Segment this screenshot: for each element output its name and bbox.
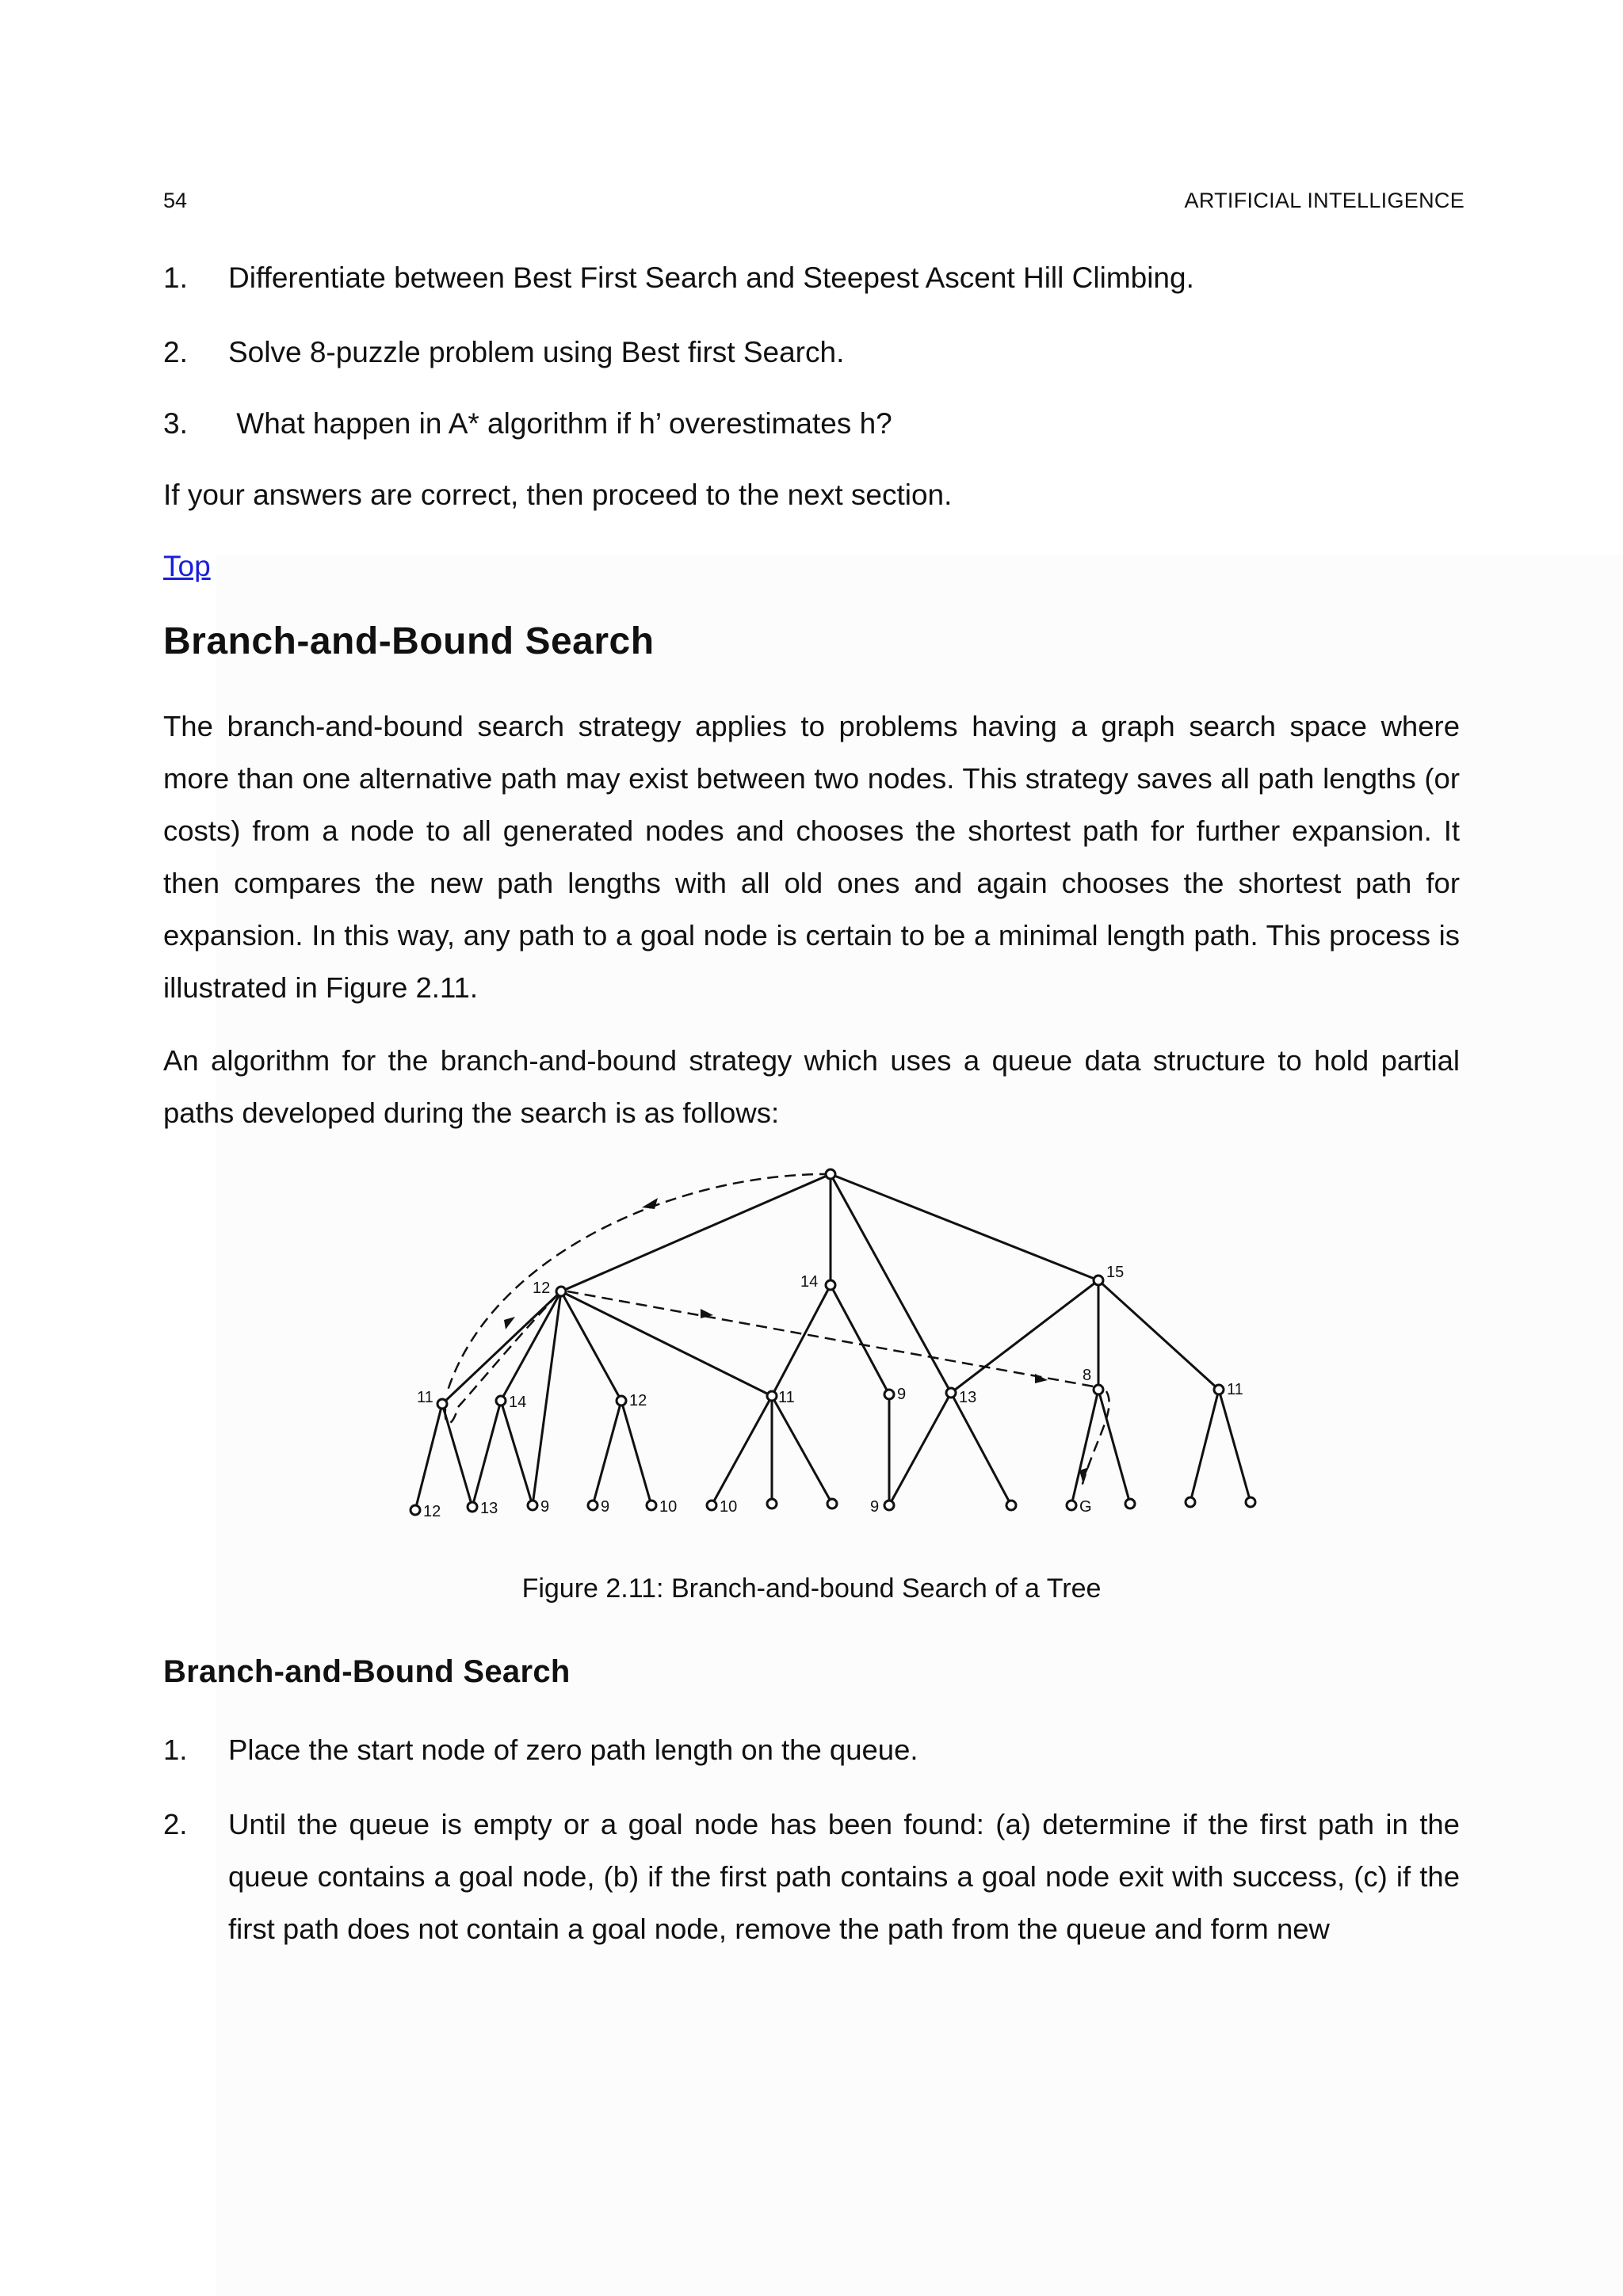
leaf-node — [827, 1499, 837, 1508]
dashed-12-to-8 — [567, 1291, 1094, 1386]
leaf-label-10b: 10 — [720, 1498, 738, 1516]
edge — [533, 1291, 561, 1505]
node-8 — [1094, 1385, 1103, 1394]
algorithm-step-2 — [163, 1798, 1460, 1955]
edge — [561, 1291, 621, 1401]
paragraph-2: An algorithm for the branch-and-bound strategy which uses a queue data structure to hold partial paths developed during the search is as follows: — [163, 1044, 1460, 1129]
arrowhead — [1035, 1374, 1048, 1383]
proceed-text: If your answers are correct, then proceed to the next section. — [163, 479, 953, 511]
node-13 — [946, 1388, 956, 1398]
leaf-goal-node — [1067, 1501, 1076, 1510]
dashed-arc-root-to-11 — [447, 1174, 831, 1393]
edge — [415, 1404, 442, 1510]
edge — [1190, 1390, 1219, 1502]
edge — [1071, 1390, 1098, 1505]
proceed-note — [163, 479, 952, 512]
node-14 — [826, 1280, 835, 1290]
edge — [621, 1401, 651, 1505]
leaf-node — [468, 1502, 477, 1512]
leaf-node — [767, 1499, 777, 1508]
step-number: 2. — [163, 1808, 188, 1840]
question-text: Differentiate between Best First Search and Steepest Ascent Hill Climbing. — [228, 261, 1194, 294]
label-13: 13 — [959, 1389, 977, 1406]
edge — [951, 1280, 1098, 1393]
leaf-node — [1246, 1497, 1255, 1507]
step-number: 1. — [163, 1733, 188, 1766]
edge — [501, 1401, 533, 1505]
question-text: Solve 8-puzzle problem using Best first Search. — [228, 336, 845, 368]
running-title: ARTIFICIAL INTELLIGENCE — [1184, 189, 1465, 212]
leaf-node — [1186, 1497, 1195, 1507]
leaf-node — [1125, 1499, 1135, 1508]
node-14b — [496, 1396, 506, 1405]
edge — [561, 1174, 831, 1291]
node-11c — [1214, 1385, 1224, 1394]
question-number: 2. — [163, 336, 188, 368]
node-12 — [556, 1287, 566, 1296]
edge — [831, 1174, 951, 1393]
tree-edges — [415, 1174, 1251, 1510]
algorithm-step-1 — [163, 1724, 1460, 1776]
edge — [772, 1285, 831, 1396]
leaf-node — [411, 1505, 420, 1515]
question-number: 3. — [163, 407, 188, 440]
edge — [889, 1393, 951, 1505]
label-15: 15 — [1106, 1264, 1125, 1281]
label-9: 9 — [897, 1386, 907, 1403]
edge — [442, 1291, 561, 1404]
top-link[interactable]: Top — [163, 550, 211, 582]
label-14: 14 — [800, 1273, 819, 1291]
edge — [593, 1401, 621, 1505]
edge — [712, 1396, 772, 1505]
root-node — [826, 1169, 835, 1179]
section-heading: Branch-and-Bound Search — [163, 620, 655, 662]
node-9 — [884, 1390, 894, 1399]
arrowhead — [642, 1198, 658, 1209]
edge — [561, 1291, 772, 1396]
node-labels — [417, 1264, 1243, 1520]
question-text: What happen in A* algorithm if h’ overestimates h? — [228, 407, 892, 440]
figure-caption-text: Figure 2.11: Branch-and-bound Search of a Tree — [521, 1573, 1102, 1604]
page-number: 54 — [163, 189, 188, 212]
label-12: 12 — [533, 1280, 551, 1297]
label-11: 11 — [417, 1389, 433, 1406]
node-11b — [767, 1391, 777, 1401]
edge — [472, 1401, 501, 1507]
leaf-node — [528, 1501, 537, 1510]
label-14b: 14 — [509, 1394, 527, 1411]
edge — [1098, 1390, 1130, 1504]
leaf-node — [588, 1501, 598, 1510]
leaf-label-9b: 9 — [601, 1498, 610, 1516]
leaf-label-12: 12 — [423, 1503, 441, 1520]
edge — [831, 1285, 889, 1394]
leaf-node — [647, 1501, 656, 1510]
algorithm-subheading: Branch-and-Bound Search — [163, 1654, 571, 1689]
leaf-label-10: 10 — [659, 1498, 678, 1516]
step-text: Until the queue is empty or a goal node has been found: (a) determine if the first path in the queue contains a goal node, (b) if the first path contains a goal node exit with success, (c) if the first path does not contain a goal node, remove the path from the queue and form new — [228, 1808, 1460, 1945]
label-11b: 11 — [778, 1389, 795, 1406]
edge — [831, 1174, 1098, 1280]
label-11c: 11 — [1227, 1381, 1243, 1398]
edge — [951, 1393, 1011, 1505]
leaf-node — [1006, 1501, 1016, 1510]
edge — [1098, 1280, 1219, 1390]
node-15 — [1094, 1276, 1103, 1285]
edge — [772, 1396, 832, 1504]
paragraph-1: The branch-and-bound search strategy applies to problems having a graph search space where more than one alternative path may exist between two nodes. This strategy saves all path lengths (or costs) from a node to all generated nodes and chooses the shortest path for further expansion. It then compares the new path lengths with all old ones and again chooses the shortest path for expansion. In this way, any path to a goal node is certain to be a minimal length path. This process is illustrated in Figure 2.11. — [163, 710, 1460, 1004]
arrowhead — [504, 1317, 515, 1329]
label-8: 8 — [1083, 1367, 1092, 1384]
leaf-label-9c: 9 — [870, 1498, 880, 1516]
node-11 — [437, 1399, 447, 1409]
label-12b: 12 — [629, 1392, 647, 1409]
edge — [1219, 1390, 1251, 1502]
figure-caption — [0, 1573, 1623, 1604]
node-12b — [617, 1396, 626, 1405]
leaf-node — [884, 1501, 894, 1510]
leaf-label-13: 13 — [480, 1500, 498, 1517]
question-number: 1. — [163, 261, 188, 294]
branch-and-bound-tree-figure — [396, 1157, 1276, 1537]
leaf-node — [707, 1501, 716, 1510]
step-text: Place the start node of zero path length on the queue. — [228, 1733, 918, 1766]
search-path — [445, 1174, 1109, 1489]
leaf-label-goal: G — [1079, 1498, 1092, 1516]
leaf-label-9: 9 — [540, 1498, 550, 1516]
